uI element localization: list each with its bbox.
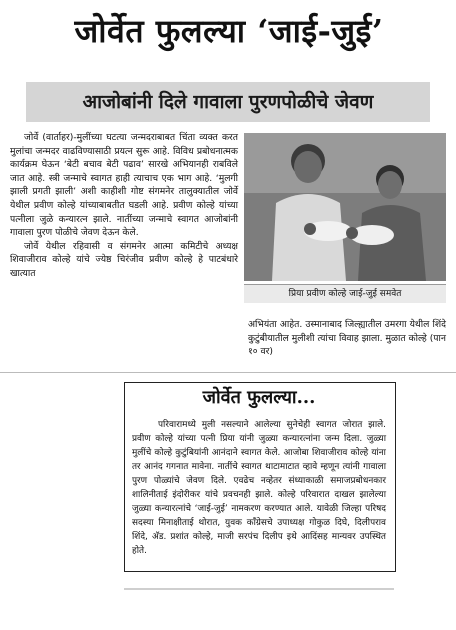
article-body xyxy=(10,131,238,281)
box-body xyxy=(132,418,386,558)
box-title: जोर्वेत फुलल्या... xyxy=(202,387,316,408)
article-continuation: अभियंता आहेत. उस्मानाबाद जिल्ह्यातील उमरगा येथील शिंदे कुटुंबीयातील मुलीशी त्यांचा विवाह झाला. मुळात कोल्हे (पान १० वर) xyxy=(248,319,446,358)
article-paragraph-2: जोर्वे येथील रहिवासी व संगमनेर आत्मा कमिटीचे अध्यक्ष शिवाजीराव कोल्हे यांचे ज्येष्ठ चिरंजीव प्रवीण कोल्हे हे पाटबंधारे खात्यात xyxy=(10,240,238,279)
box-paragraph: परिवारामध्ये मुली नसल्याने आलेल्या सुनेचेही स्वागत जोरात झाले. प्रवीण कोल्हे यांच्या पत्नी प्रिया यांनी जुळ्या कन्यारत्नांना जन्म दिला. जुळ्या मुलींचे कोल्हे कुटुंबियांनी आनंदाने स्वागत केले. आजोबा शिवाजीराव कोल्हे यांना तर आनंद गगनात मावेना. नातींचे स्वागत थाटामाटात व्हावे म्हणून त्यांनी गावाला पुरण पोळ्यांचे जेवण दिले. एवढेच नव्हेतर संध्याकाळी समाजप्रबोधनकार शालिनीताई इंदोरीकर यांचे प्रवचनही झाले. कोल्हे परिवारात दाखल झालेल्या जुळ्या कन्यारत्नांचे ‘जाई-जुई’ नामकरण करण्यात आले. यावेळी जिल्हा परिषद सदस्या मिनाक्षीताई थोरात, युवक काँग्रेसचे उपाध्यक्ष गोकुळ दिघे, दिलीपराव शिंदे, अ‍ॅड. प्रशांत कोल्हे, माजी सरपंच दिलीप इथे आदिंसह मान्यवर उपस्थित होते. xyxy=(132,420,386,556)
headline: जोर्वेत फुलल्या ‘जाई-जुई’ xyxy=(74,12,384,50)
photo-caption: प्रिया प्रवीण कोल्हे जाई-जुई समवेत xyxy=(244,284,446,303)
family-photo-illustration xyxy=(244,133,446,281)
section-divider xyxy=(0,372,456,373)
subheadline: आजोबांनी दिले गावाला पुरणपोळीचे जेवण xyxy=(82,91,374,113)
bottom-rule xyxy=(124,588,394,590)
news-photo xyxy=(244,133,446,281)
article-paragraph-1: जोर्वे (वार्ताहर)-मुलींच्या घटत्या जन्मदराबाबत चिंता व्यक्त करत मुलांचा जन्मदर वाढविण्यासाठी प्रयत्न सुरू आहे. विविध प्रबोधनात्मक कार्यक्रम घेऊन ‘बेटी बचाव बेटी पढाव’ सारखे अभियानही राबविले जात आहे. स्त्री जन्माचे स्वागत हाही त्याचाच एक भाग आहे. ‘मुलगी झाली प्रगती झाली’ अशी काहीशी गोष्ट संगमनेर तालुक्यातील जोर्वे येथील प्रवीण कोल्हे यांच्याबाबतीत घडली आहे. प्रवीण कोल्हे यांच्या पत्नीला जुळे कन्यारत्न झाले. नातींच्या जन्माचे स्वागत आजोबांनी गावाला पुरण पोळीचे जेवण देऊन केले. xyxy=(10,132,238,239)
